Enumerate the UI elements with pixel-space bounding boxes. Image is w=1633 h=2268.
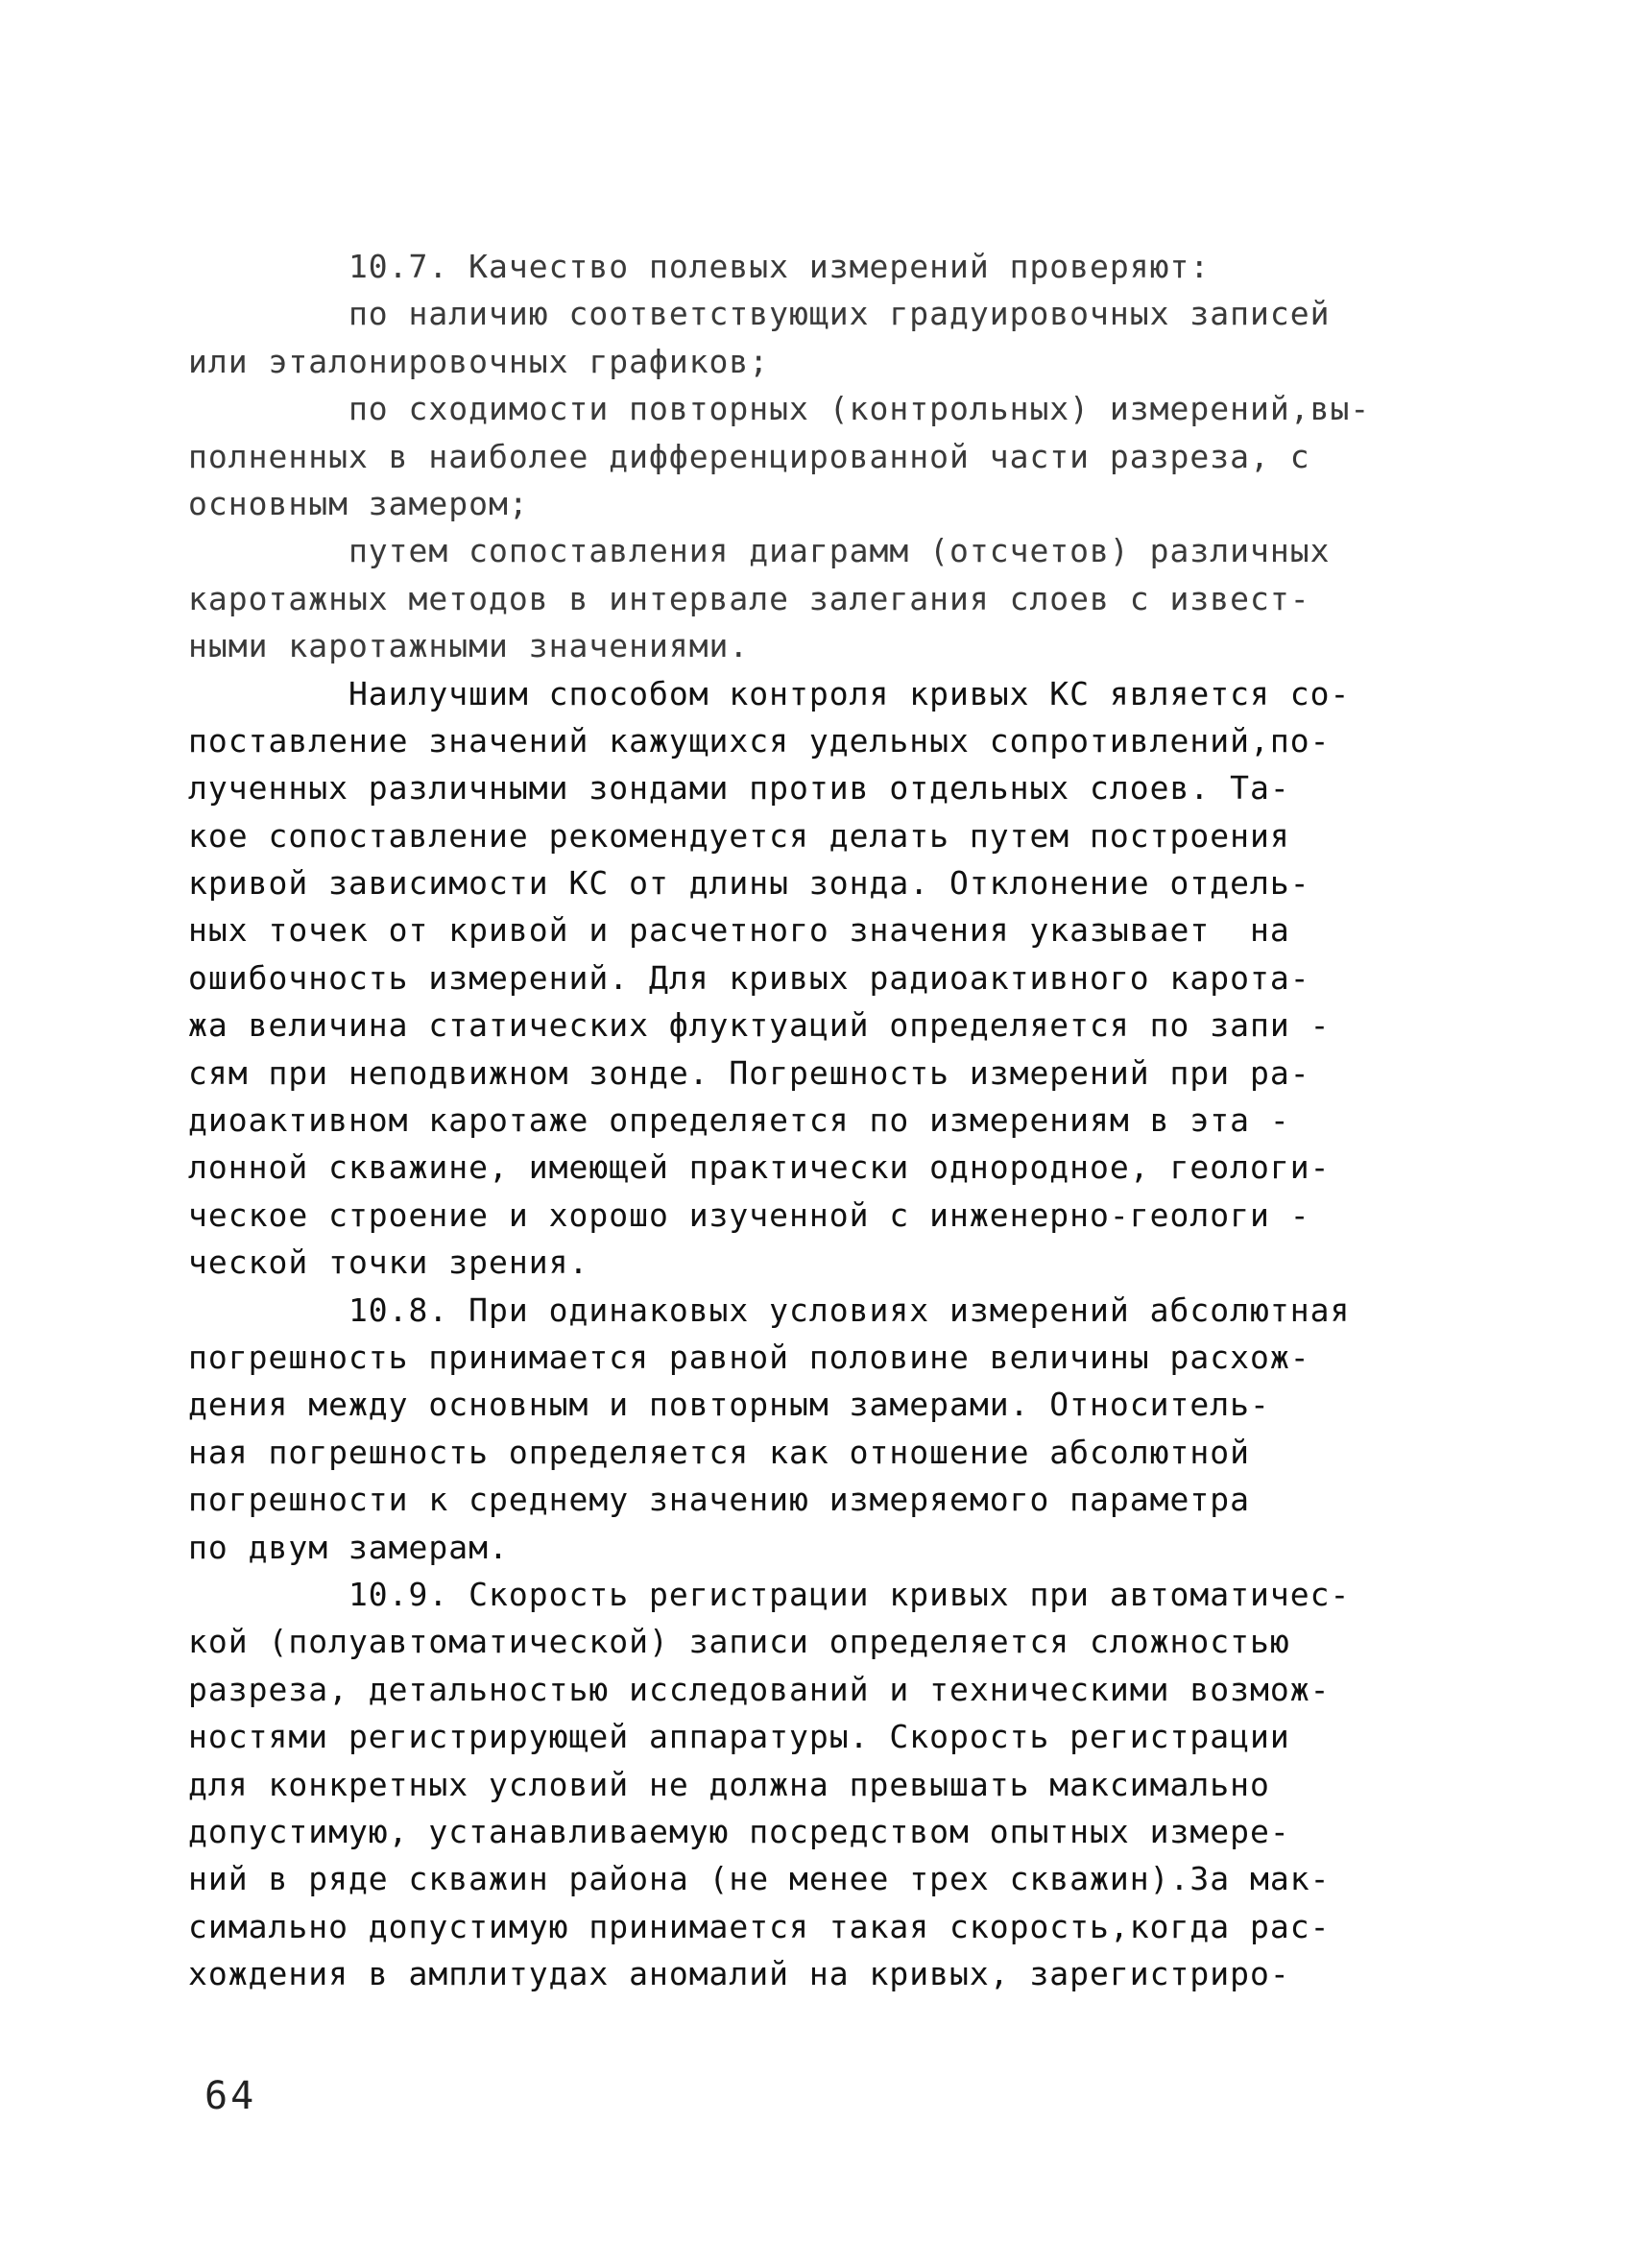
text-line: ных точек от кривой и расчетного значения указывает на (188, 911, 1290, 950)
text-line: основным замером; (188, 484, 529, 522)
text-line: по сходимости повторных (контрольных) измерений,вы- (188, 390, 1371, 428)
text-line: ная погрешность определяется как отношение абсолютной (188, 1433, 1250, 1471)
text-line: кривой зависимости КС от длины зонда. Отклонение отдель- (188, 864, 1310, 903)
text-line: лонной скважине, имеющей практически однородное, геологи- (188, 1148, 1331, 1187)
text-line: 10.8. При одинаковых условиях измерений абсолютная (188, 1291, 1351, 1329)
text-line: дения между основным и повторным замерами. Относитель- (188, 1386, 1270, 1424)
text-line: Наилучшим способом контроля кривых КС является со- (188, 674, 1351, 712)
text-line: ческое строение и хорошо изученной с инженерно-геологи - (188, 1195, 1310, 1234)
text-line: ными каротажными значениями. (188, 627, 750, 665)
text-line: 10.7. Качество полевых измерений проверяют: (188, 248, 1211, 285)
text-line: кой (полуавтоматической) записи определяется сложностью (188, 1623, 1290, 1661)
text-line: ческой точки зрения. (188, 1243, 589, 1282)
text-line: ошибочность измерений. Для кривых радиоактивного карота- (188, 958, 1310, 997)
text-line: или эталонировочных графиков; (188, 342, 770, 380)
text-line: жа величина статических флуктуаций определяется по запи - (188, 1006, 1331, 1045)
text-line: 10.9. Скорость регистрации кривых при автоматичес- (188, 1575, 1351, 1613)
text-line: путем сопоставления диаграмм (отсчетов) различных (188, 532, 1331, 570)
text-line: разреза, детальностью исследований и техническими возмож- (188, 1670, 1331, 1708)
text-line: ностями регистрирующей аппаратуры. Скорость регистрации (188, 1718, 1290, 1756)
page-number: 64 (204, 2074, 257, 2118)
text-line: диоактивном каротаже определяется по измерениям в эта - (188, 1101, 1290, 1140)
text-line: сям при неподвижном зонде. Погрешность измерений при ра- (188, 1053, 1310, 1092)
text-line: лученных различными зондами против отдельных слоев. Та- (188, 769, 1290, 808)
text-line: симально допустимую принимается такая скорость,когда рас- (188, 1907, 1331, 1945)
text-line: по наличию соответствующих градуировочных записей (188, 295, 1331, 333)
text-line: допустимую, устанавливаемую посредством опытных измере- (188, 1812, 1290, 1850)
text-line: кое сопоставление рекомендуется делать путем построения (188, 816, 1290, 855)
text-line: хождения в амплитудах аномалий на кривых, зарегистриро- (188, 1955, 1290, 1993)
text-line: каротажных методов в интервале залегания слоев с извест- (188, 579, 1310, 617)
text-line: по двум замерам. (188, 1528, 509, 1566)
text-line: погрешности к среднему значению измеряемого параметра (188, 1481, 1250, 1519)
text-line: поставление значений кажущихся удельных сопротивлений,по- (188, 721, 1331, 760)
text-line: полненных в наиболее дифференцированной части разреза, с (188, 437, 1310, 475)
text-line: ний в ряде скважин района (не менее трех скважин).За мак- (188, 1860, 1331, 1898)
text-line: погрешность принимается равной половине величины расхож- (188, 1338, 1310, 1376)
body-text (188, 243, 1475, 1997)
text-line: для конкретных условий не должна превышать максимально (188, 1765, 1270, 1803)
